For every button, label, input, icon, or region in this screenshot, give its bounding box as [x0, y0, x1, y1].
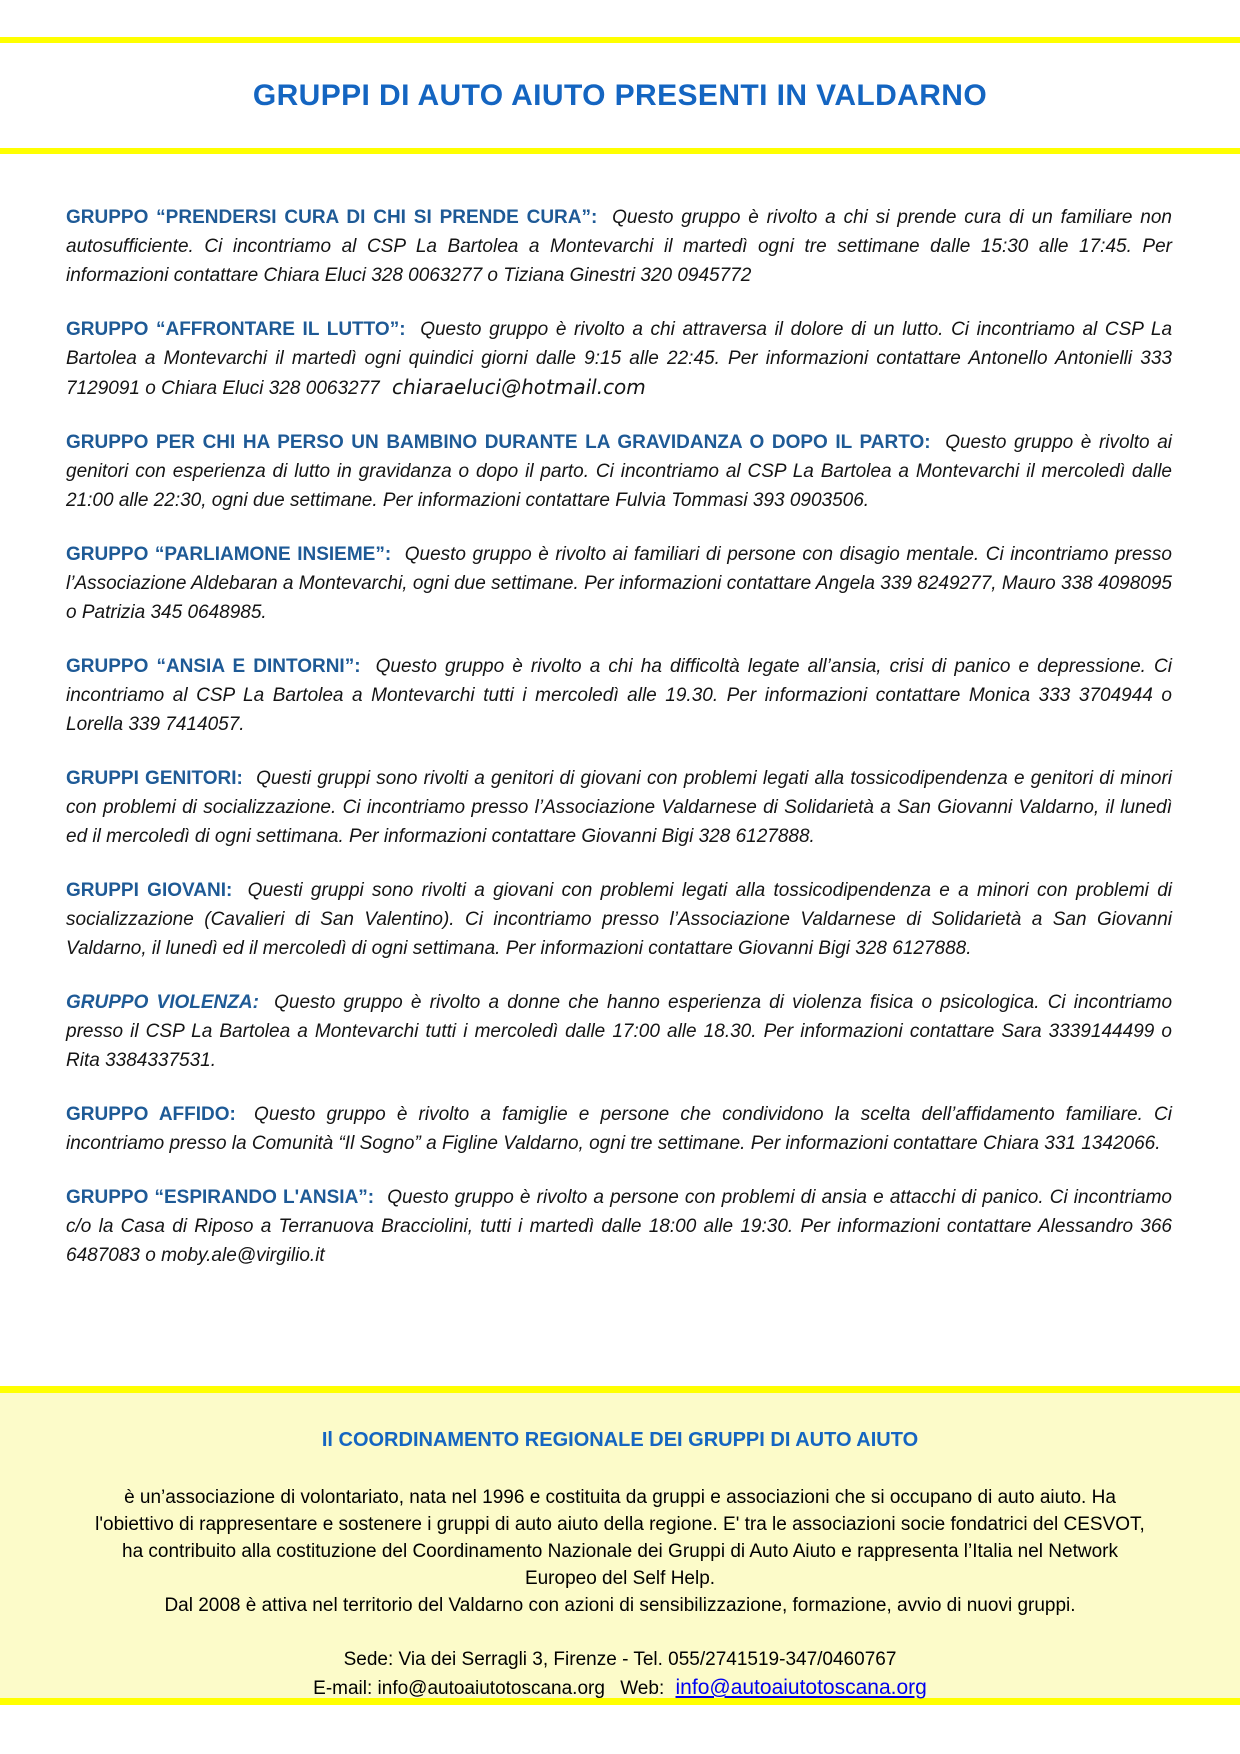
group-paragraph: [66, 876, 1172, 963]
footer-section: [0, 1386, 1240, 1705]
footer-contact: [0, 1646, 1240, 1703]
group-description: Questo gruppo è rivolto a famiglie e persone che condividono la scelta dell’affidamento familiare. Ci incontriamo presso la Comunità “Il Sogno” a Figline Valdarno, ogni tre settimane. Per informazioni contattare Chiara 331 1342066.: [66, 1104, 1173, 1154]
group-description: Questo gruppo è rivolto a donne che hanno esperienza di violenza fisica o psicologica. Ci incontriamo presso il CSP La Bartolea a Montevarchi tutti i mercoledì dalle 17:00 alle 18.30. Per informazioni contattare Sara 3339144499 o Rita 3384337531.: [66, 992, 1173, 1071]
group-description: Questi gruppi sono rivolti a giovani con problemi legati alla tossicodipendenza e a minori con problemi di socializzazione (Cavalieri di San Valentino). Ci incontriamo presso l’Associazione Valdarnese di Solidarietà a San Giovanni Valdarno, il lunedì ed il mercoledì di ogni settimana. Per informazioni contattare Giovanni Bigi 328 6127888.: [66, 880, 1173, 959]
group-name: GRUPPO “PARLIAMONE INSIEME”:: [66, 544, 392, 565]
group-paragraph: [66, 203, 1172, 290]
group-name: GRUPPO VIOLENZA:: [66, 992, 259, 1013]
group-description: Questo gruppo è rivolto a chi attraversa il dolore di un lutto. Ci incontriamo al CSP La Bartolea a Montevarchi il martedì ogni quindici giorni dalle 9:15 alle 22:45. Per informazioni contattare Antonello Antonielli 333 7129091 o Chiara Eluci 328 0063277: [66, 319, 1173, 399]
group-name: GRUPPO “AFFRONTARE IL LUTTO”:: [66, 319, 406, 340]
footer-address: Sede: Via dei Serragli 3, Firenze - Tel. 055/2741519-347/0460767: [343, 1649, 897, 1670]
footer-box: [0, 1393, 1240, 1698]
group-name: GRUPPI GIOVANI:: [66, 880, 233, 901]
group-paragraph: [66, 540, 1172, 627]
group-name: GRUPPO “ANSIA E DINTORNI”:: [66, 656, 361, 677]
footer-email-label: E-mail: info@autoaiutotoscana.org: [313, 1678, 605, 1699]
group-paragraph: [66, 764, 1172, 851]
group-name: GRUPPO AFFIDO:: [66, 1104, 236, 1125]
group-description: Questo gruppo è rivolto a chi ha difficoltà legate all’ansia, crisi di panico e depressione. Ci incontriamo al CSP La Bartolea a Montevarchi tutti i mercoledì alle 19.30. Per informazioni contattare Monica 333 3704944 o Lorella 339 7414057.: [66, 656, 1173, 735]
group-name: GRUPPO PER CHI HA PERSO UN BAMBINO DURANTE LA GRAVIDANZA O DOPO IL PARTO:: [66, 432, 931, 453]
footer-title: Il COORDINAMENTO REGIONALE DEI GRUPPI DI AUTO AIUTO: [321, 1429, 919, 1451]
group-description: Questo gruppo è rivolto ai genitori con esperienza di lutto in gravidanza o dopo il parto. Ci incontriamo al CSP La Bartolea a Montevarchi il mercoledì dalle 21:00 alle 22:30, ogni due settimane. Per informazioni contattare Fulvia Tommasi 393 0903506.: [66, 432, 1172, 511]
contact-email-text: chiaraeluci@hotmail.com: [392, 375, 646, 399]
groups-list: [0, 154, 1240, 1386]
group-description: Questi gruppi sono rivolti a genitori di giovani con problemi legati alla tossicodipendenza e genitori di minori con problemi di socializzazione. Ci incontriamo presso l’Associazione Valdarnese di Solidarietà a San Giovanni Valdarno, il lunedì ed il mercoledì di ogni settimana. Per informazioni contattare Giovanni Bigi 328 6127888.: [66, 768, 1172, 847]
group-name: GRUPPO “PRENDERSI CURA DI CHI SI PRENDE CURA”:: [66, 207, 598, 228]
group-paragraph: [66, 1100, 1172, 1158]
website-link[interactable]: info@autoaiutotoscana.org: [675, 1676, 927, 1699]
group-description: Questo gruppo è rivolto ai familiari di persone con disagio mentale. Ci incontriamo presso l’Associazione Aldebaran a Montevarchi, ogni due settimane. Per informazioni contattare Angela 339 8249277, Mauro 338 4098095 o Patrizia 345 0648985.: [66, 544, 1172, 623]
group-paragraph: [66, 315, 1172, 403]
group-paragraph: [66, 652, 1172, 739]
page-title: GRUPPI DI AUTO AIUTO PRESENTI IN VALDARNO: [252, 78, 988, 112]
group-paragraph: [66, 1183, 1172, 1270]
group-paragraph: [66, 428, 1172, 515]
footer-web-label: Web:: [620, 1678, 665, 1699]
group-name: GRUPPI GENITORI:: [66, 768, 243, 789]
group-name: GRUPPO “ESPIRANDO L'ANSIA”:: [66, 1187, 375, 1208]
group-description: Questo gruppo è rivolto a chi si prende cura di un familiare non autosufficiente. Ci incontriamo al CSP La Bartolea a Montevarchi il martedì ogni tre settimane dalle 15:30 alle 17:45. Per informazioni contattare Chiara Eluci 328 0063277 o Tiziana Ginestri 320 0945772: [66, 207, 1172, 286]
footer-activity: Dal 2008 è attiva nel territorio del Valdarno con azioni di sensibilizzazione, formazione, avvio di nuovi gruppi.: [164, 1595, 1076, 1616]
footer-top-divider-bar: [0, 1386, 1240, 1393]
group-paragraph: [66, 988, 1172, 1075]
group-description: Questo gruppo è rivolto a persone con problemi di ansia e attacchi di panico. Ci incontriamo c/o la Casa di Riposo a Terranuova Bracciolini, tutti i martedì dalle 18:00 alle 19:30. Per informazioni contattare Alessandro 366 6487083 o moby.ale@virgilio.it: [66, 1187, 1173, 1266]
footer-description: è un’associazione di volontariato, nata nel 1996 e costituita da gruppi e associazioni che si occupano di auto aiuto. Ha l'obiettivo di rappresentare e sostenere i gruppi di auto aiuto della regione. E' tra le associazioni socie fondatrici del CESVOT, ha contribuito alla costituzione del Coordinamento Nazionale dei Gruppi di Auto Aiuto e rappresenta l’Italia nel Network Europeo del Self Help.: [95, 1487, 1145, 1589]
title-area: [0, 43, 1240, 148]
